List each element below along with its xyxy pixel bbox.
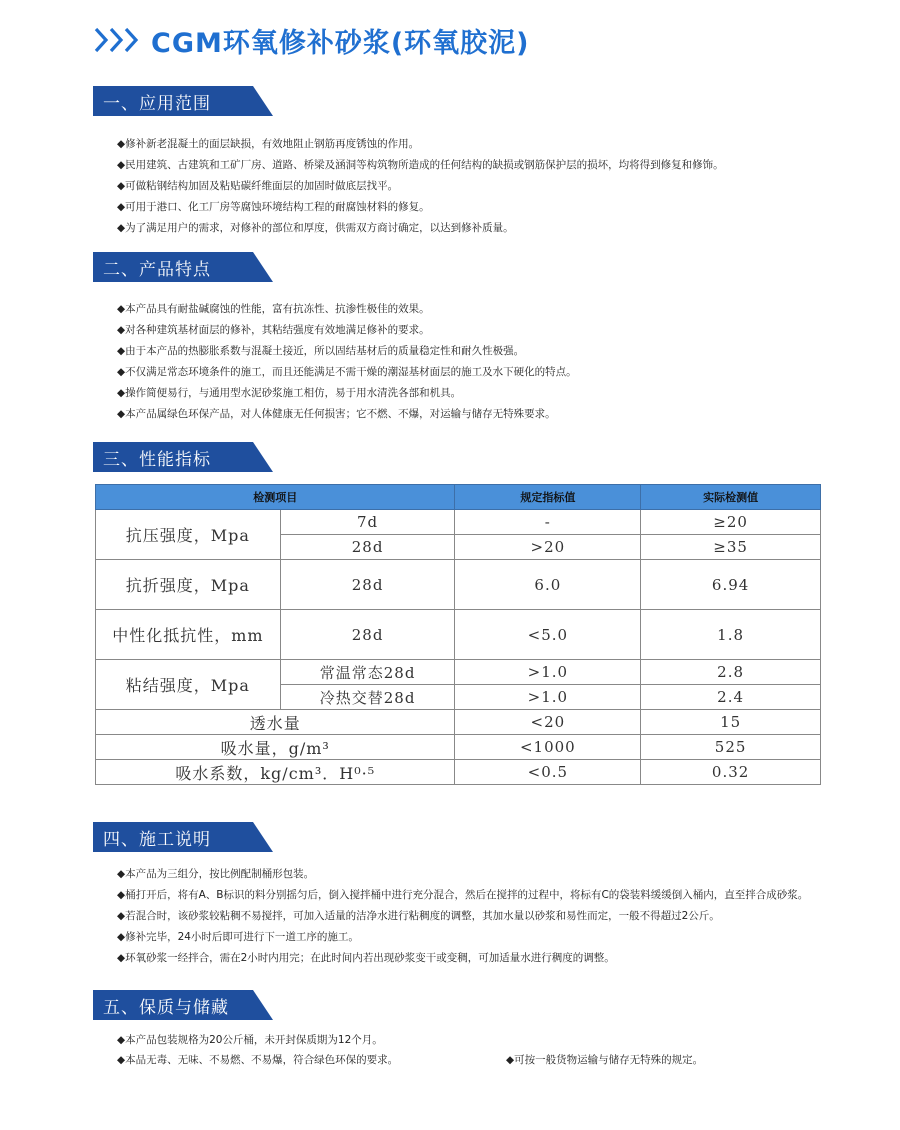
spec-table bbox=[95, 484, 821, 785]
row-value: 0.32 bbox=[641, 760, 821, 785]
row-condition: 7d bbox=[280, 510, 455, 535]
features-list bbox=[117, 299, 837, 425]
row-value: ≥35 bbox=[641, 535, 821, 560]
application-list bbox=[117, 134, 837, 239]
list-item: ◆环氧砂浆一经拌合，需在2小时内用完；在此时间内若出现砂浆变干或变稠，可加适量水进行稠度的调整。 bbox=[117, 952, 615, 964]
list-item: ◆若混合时，该砂浆较粘稠不易搅拌，可加入适量的洁净水进行粘稠度的调整，其加水量以砂浆和易性而定，一般不得超过2公斤。 bbox=[117, 910, 720, 922]
page-title: CGM环氧修补砂浆(环氧胶泥) bbox=[151, 27, 530, 59]
list-item: ◆可按一般货物运输与储存无特殊的规定。 bbox=[506, 1054, 704, 1066]
row-name: 吸水量，g/m³ bbox=[96, 735, 455, 760]
section-title: 五、保质与储藏 bbox=[103, 998, 229, 1018]
row-name: 抗压强度，Mpa bbox=[96, 510, 281, 560]
section-title: 一、应用范围 bbox=[103, 94, 211, 114]
table-row bbox=[96, 610, 821, 660]
row-name: 粘结强度，Mpa bbox=[96, 660, 281, 710]
row-spec: - bbox=[455, 510, 641, 535]
table-row bbox=[96, 660, 821, 685]
list-item: ◆操作简便易行，与通用型水泥砂浆施工相仿，易于用水清洗各部和机具。 bbox=[117, 387, 462, 399]
row-condition: 常温常态28d bbox=[280, 660, 455, 685]
row-name: 透水量 bbox=[96, 710, 455, 735]
list-item: ◆本产品属绿色环保产品，对人体健康无任何损害；它不燃、不爆，对运输与储存无特殊要求。 bbox=[117, 408, 556, 420]
row-spec: 6.0 bbox=[455, 560, 641, 610]
row-condition: 28d bbox=[280, 560, 455, 610]
row-value: ≥20 bbox=[641, 510, 821, 535]
section-header-storage bbox=[93, 990, 273, 1020]
row-condition: 28d bbox=[280, 610, 455, 660]
list-item: ◆本产品具有耐盐碱腐蚀的性能，富有抗冻性、抗渗性极佳的效果。 bbox=[117, 303, 430, 315]
list-item: ◆本产品为三组分，按比例配制桶形包装。 bbox=[117, 868, 315, 880]
section-title: 四、施工说明 bbox=[103, 830, 211, 850]
table-row bbox=[96, 760, 821, 785]
construction-list bbox=[96, 864, 828, 969]
row-spec: >1.0 bbox=[455, 685, 641, 710]
header-test-item: 检测项目 bbox=[96, 485, 455, 510]
row-name: 吸水系数，kg/cm³．H⁰·⁵ bbox=[96, 760, 455, 785]
list-item: ◆本产品包装规格为20公斤桶，未开封保质期为12个月。 bbox=[117, 1034, 383, 1046]
row-spec: >20 bbox=[455, 535, 641, 560]
table-row bbox=[96, 710, 821, 735]
list-item: ◆由于本产品的热膨胀系数与混凝土接近，所以固结基材后的质量稳定性和耐久性极强。 bbox=[117, 345, 525, 357]
section-header-features bbox=[93, 252, 273, 282]
row-spec: <1000 bbox=[455, 735, 641, 760]
section-header-application bbox=[93, 86, 273, 116]
list-item: ◆可用于港口、化工厂房等腐蚀环境结构工程的耐腐蚀材料的修复。 bbox=[117, 201, 430, 213]
table-row bbox=[96, 560, 821, 610]
row-spec: <20 bbox=[455, 710, 641, 735]
list-item: ◆为了满足用户的需求，对修补的部位和厚度，供需双方商讨确定，以达到修补质量。 bbox=[117, 222, 514, 234]
list-item: ◆桶打开后，将有A、B标识的料分别摇匀后，倒入搅拌桶中进行充分混合，然后在搅拌的过程中，将标有C的袋装料缓缓倒入桶内，直至拌合成砂浆。 bbox=[117, 889, 809, 901]
triple-chevron-icon bbox=[93, 25, 145, 55]
table-row bbox=[96, 735, 821, 760]
list-item: ◆不仅满足常态环境条件的施工，而且还能满足不需干燥的潮湿基材面层的施工及水下硬化的特点。 bbox=[117, 366, 577, 378]
section-header-specs bbox=[93, 442, 273, 472]
section-title: 三、性能指标 bbox=[103, 450, 211, 470]
row-spec: >1.0 bbox=[455, 660, 641, 685]
list-item: ◆可做粘钢结构加固及粘贴碳纤维面层的加固时做底层找平。 bbox=[117, 180, 399, 192]
row-value: 1.8 bbox=[641, 610, 821, 660]
row-spec: <0.5 bbox=[455, 760, 641, 785]
section-header-construction bbox=[93, 822, 273, 852]
row-value: 6.94 bbox=[641, 560, 821, 610]
list-item: ◆民用建筑、古建筑和工矿厂房、道路、桥梁及涵洞等构筑物所造成的任何结构的缺损或钢筋保护层的损坏，均将得到修复和修饰。 bbox=[117, 159, 724, 171]
header-actual-value: 实际检测值 bbox=[641, 485, 821, 510]
row-condition: 冷热交替28d bbox=[280, 685, 455, 710]
row-value: 525 bbox=[641, 735, 821, 760]
page-title-row bbox=[93, 20, 530, 60]
list-item: ◆修补完毕，24小时后即可进行下一道工序的施工。 bbox=[117, 931, 359, 943]
row-value: 2.8 bbox=[641, 660, 821, 685]
table-row bbox=[96, 510, 821, 535]
list-item: ◆修补新老混凝土的面层缺损，有效地阻止钢筋再度锈蚀的作用。 bbox=[117, 138, 420, 150]
row-condition: 28d bbox=[280, 535, 455, 560]
section-title: 二、产品特点 bbox=[103, 260, 211, 280]
storage-row bbox=[96, 1050, 836, 1071]
header-spec-value: 规定指标值 bbox=[455, 485, 641, 510]
row-spec: <5.0 bbox=[455, 610, 641, 660]
table-header-row bbox=[96, 485, 821, 510]
list-item: ◆本品无毒、无味、不易燃、不易爆，符合绿色环保的要求。 bbox=[117, 1054, 399, 1066]
list-item: ◆对各种建筑基材面层的修补，其粘结强度有效地满足修补的要求。 bbox=[117, 324, 430, 336]
row-value: 2.4 bbox=[641, 685, 821, 710]
row-value: 15 bbox=[641, 710, 821, 735]
row-name: 抗折强度，Mpa bbox=[96, 560, 281, 610]
row-name: 中性化抵抗性，mm bbox=[96, 610, 281, 660]
